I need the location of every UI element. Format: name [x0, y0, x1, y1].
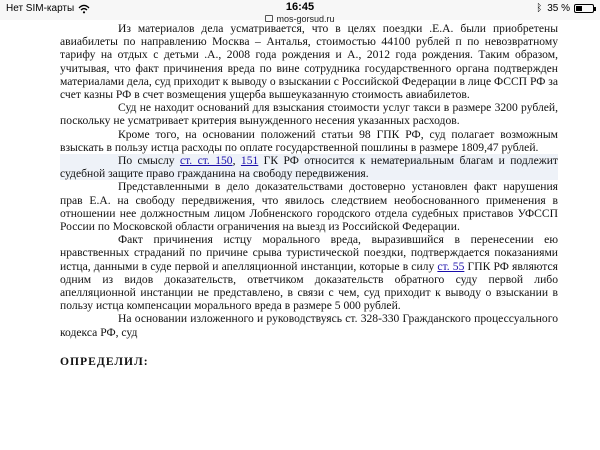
p6-text-post: ГПК РФ являются одним из видов доказательств, ответчиком доказательств обратного суду первой либо апелляционной инстанции не представлено, в связи с чем, суд приходит к выводу о взыскании в пользу истца компенсации морального вреда в размере 5 000 рублей. [60, 259, 558, 313]
bluetooth-icon: ᛒ [536, 3, 543, 14]
clock: 16:45 [285, 1, 315, 13]
battery-percent: 35 % [547, 3, 570, 14]
paragraph-airfare: Из материалов дела усматривается, что в целях поездки .Е.А. были приобретены авиабилеты по направлению Москва – Анталья, стоимостью 44100 рублей п по невозвратному тарифу на отдых с детьми .А., 2008 года рождения и А., 2012 года рождения. Таким образом, учитывая, что факт причинения вреда по вине сотрудника государственного органа подтвержден материалами дела, суд приходит к выводу о взыскании с Российской Федерации в лице ФССП РФ за счет казны РФ в счет возмещения ущерба вышеуказанную стоимость авиабилетов. [60, 22, 558, 102]
p6-text-pre: Факт причинения истцу морального вреда, выразившийся в перенесении ею нравственных страданий по причине срыва туристической поездки, подтверждается показаниями истца, данными в суде первой и апелляционной инстанции, которые в силу [60, 233, 558, 273]
battery-fill [576, 6, 582, 11]
paragraph-violation: Представленными в дело доказательствами достоверно установлен факт нарушения прав Е.А. на свободу передвижения, что явилось следствием необоснованного применения в отношении нее должностным лицом Лобненского городского отдела судебных приставов УФССП России по Московской области ограничения на выезд из Российской Федерации. [60, 180, 558, 234]
paragraph-taxi: Суд не находит оснований для взыскания стоимости услуг такси в размере 3200 рублей, поскольку не усматривает критерия вынужденного несения указанных расходов. [60, 101, 558, 128]
p4-text-post: ГК РФ относится к нематериальным благам и подлежит судебной защите право гражданина на свободу передвижения. [60, 154, 559, 181]
link-art-55[interactable]: ст. 55 [437, 259, 465, 273]
document-body [60, 22, 558, 368]
battery-icon [574, 4, 594, 13]
lock-icon [265, 15, 273, 22]
ruling-heading: ОПРЕДЕЛИЛ: [60, 354, 149, 368]
paragraph-civil-code [60, 154, 558, 180]
link-art-151[interactable]: 151 [240, 154, 259, 168]
link-art-150[interactable]: ст. ст. 150 [179, 154, 233, 168]
carrier-label: Нет SIM-карты [6, 3, 75, 14]
p4-text-pre: По смыслу [118, 154, 180, 168]
spacer [60, 339, 558, 355]
p4-text-mid: , [232, 154, 241, 168]
url-text[interactable]: mos-gorsud.ru [276, 14, 335, 24]
status-right [536, 3, 594, 14]
paragraph-state-duty: Кроме того, на основании положений статьи 98 ГПК РФ, суд полагает возможным взыскать в пользу истца расходы по оплате государственной пошлины в размере 1809,47 рублей. [60, 127, 558, 154]
paragraph-basis: На основании изложенного и руководствуясь ст. 328-330 Гражданского процессуального кодекса РФ, суд [60, 312, 558, 339]
paragraph-moral-damage [60, 233, 558, 312]
